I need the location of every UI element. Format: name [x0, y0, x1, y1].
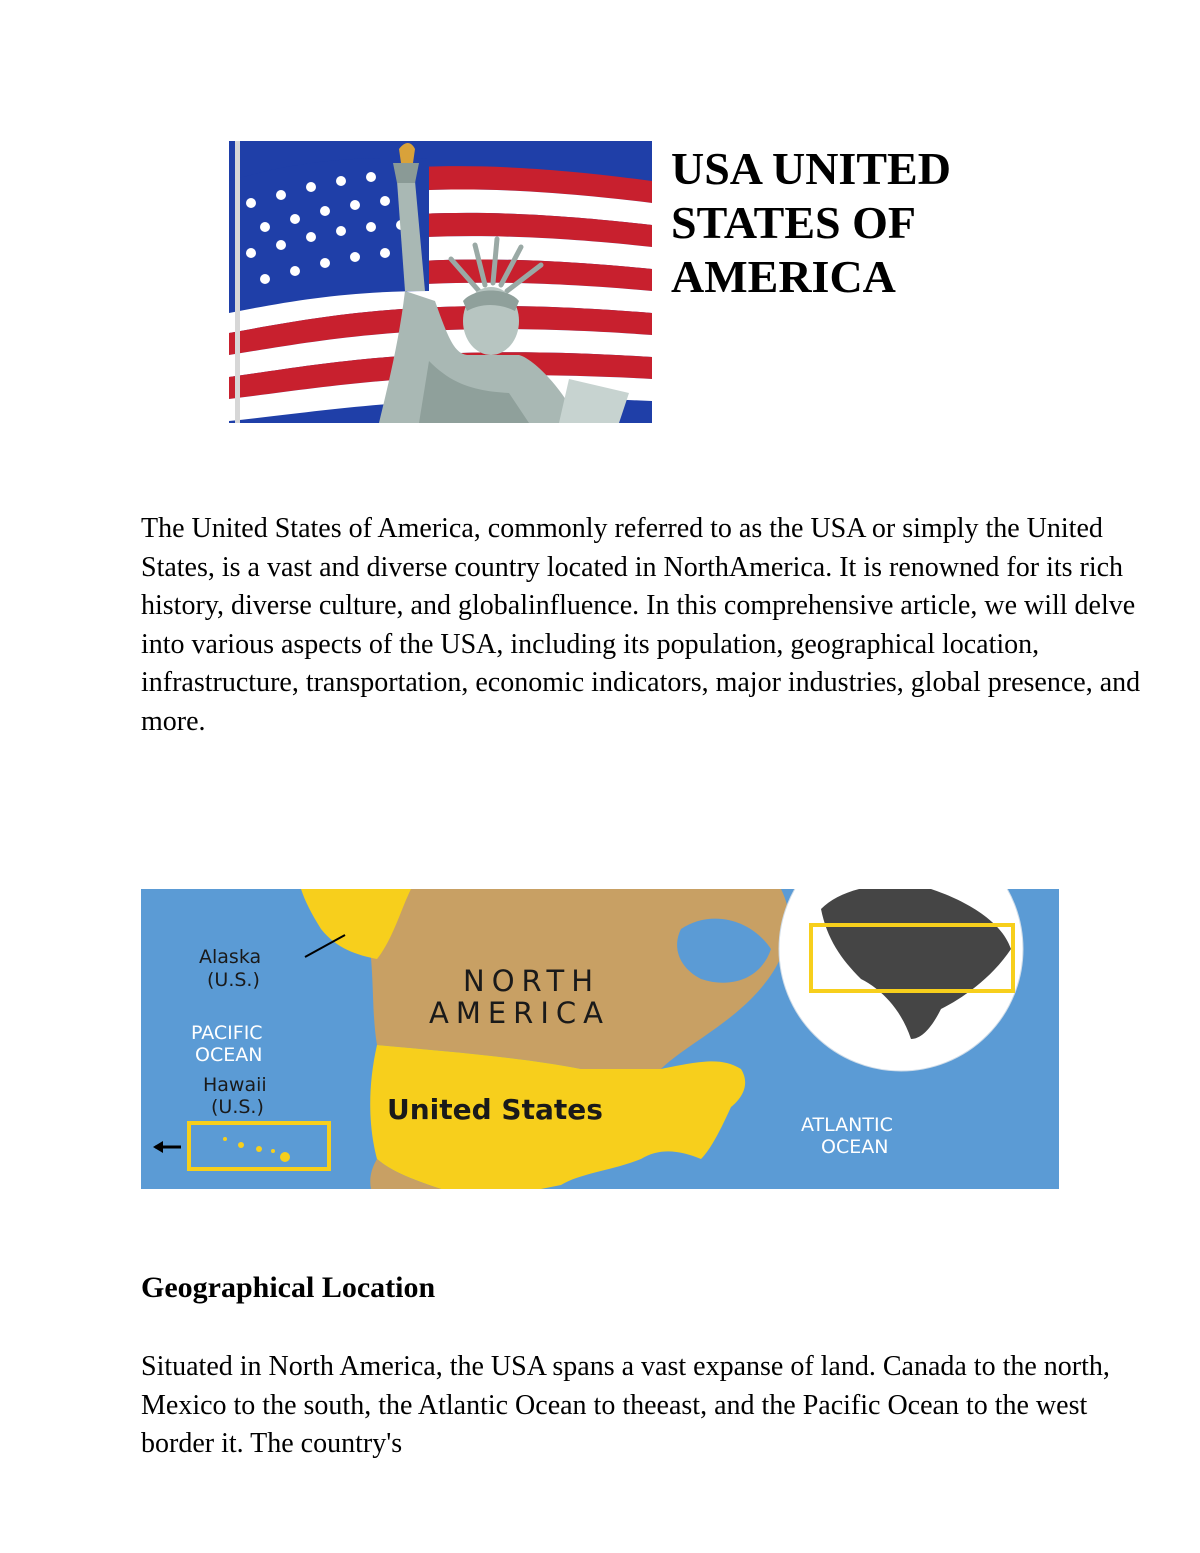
map-label-alaska-sub: (U.S.): [207, 969, 260, 991]
section-heading: Geographical Location: [141, 1271, 436, 1304]
north-america-map-illustration: [141, 889, 1059, 1189]
map-label-hawaii: Hawaii: [203, 1074, 267, 1096]
map-label-atlantic-1: ATLANTIC: [801, 1114, 893, 1136]
map-label-atlantic-2: OCEAN: [821, 1136, 889, 1158]
map-label-alaska: Alaska: [199, 946, 262, 968]
flag-statue-illustration: [229, 141, 652, 423]
map-label-pacific-1: PACIFIC: [191, 1022, 263, 1044]
map-label-america: AMERICA: [429, 996, 610, 1030]
north-america-map: [141, 889, 1059, 1189]
intro-paragraph: The United States of America, commonly referred to as the USA or simply the United States, is a vast and diverse country located in NorthAmerica. It is renowned for its rich history, diverse culture, and globalinfluence. In this comprehensive article, we will delve into various aspects of the USA, including its population, geographical location, infrastructure, transportation, economic indicators, major industries, global presence, and more.: [141, 513, 1141, 737]
page-title: USA UNITED STATES OF AMERICA: [671, 143, 951, 302]
map-label-united-states: United States: [387, 1093, 603, 1126]
map-label-hawaii-sub: (U.S.): [211, 1096, 264, 1118]
flag-pole: [235, 141, 240, 423]
section-paragraph: Situated in North America, the USA spans a vast expanse of land. Canada to the north, Mexico to the south, the Atlantic Ocean to theeast, and the Pacific Ocean to the west border it. The country's: [141, 1351, 1110, 1459]
map-label-north: NORTH: [463, 964, 601, 998]
flag-statue-image: [229, 141, 652, 423]
map-label-pacific-2: OCEAN: [195, 1044, 263, 1066]
